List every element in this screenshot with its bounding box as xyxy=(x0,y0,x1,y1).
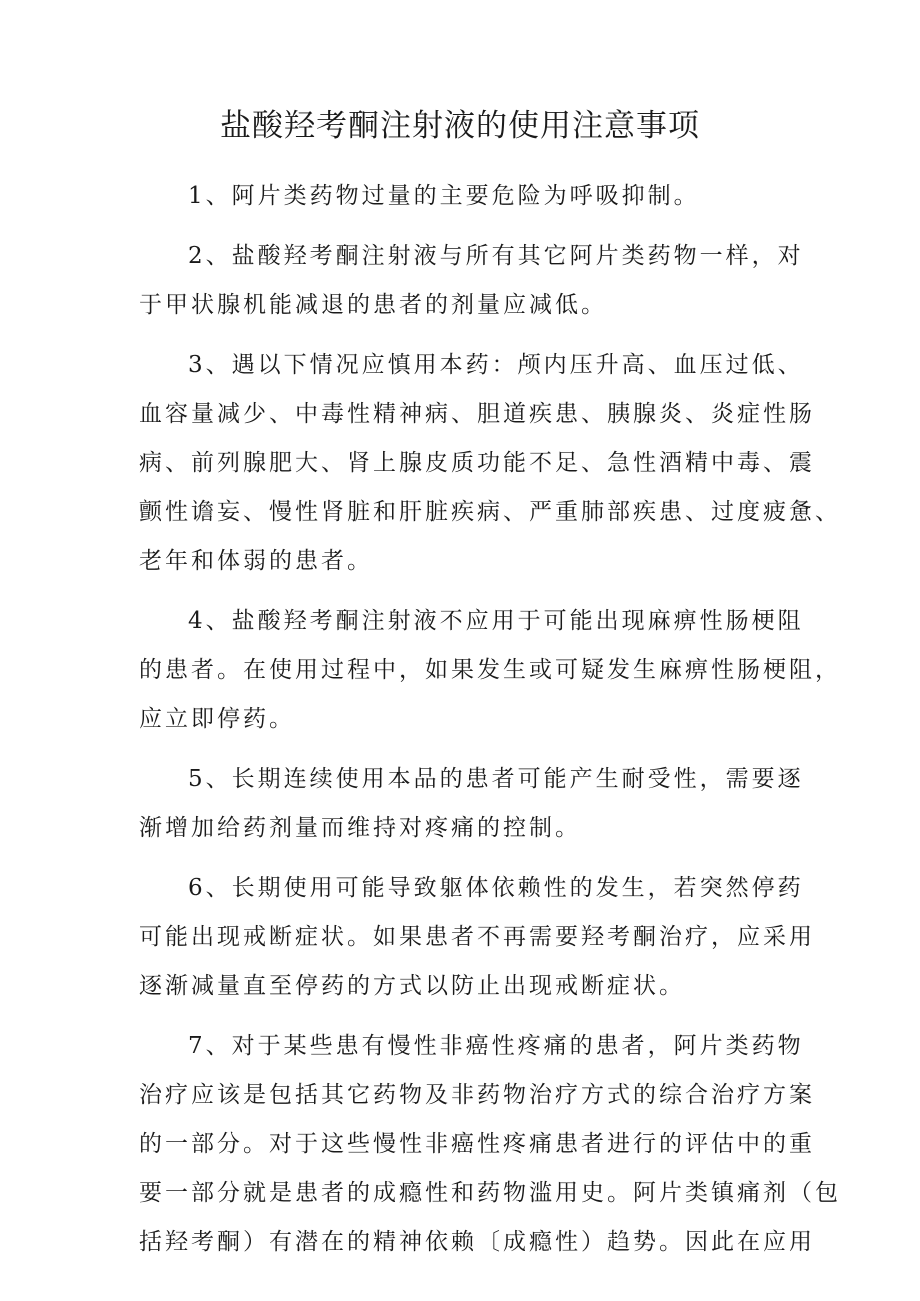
paragraph-line: 7、对于某些患有慢性非癌性疼痛的患者，阿片类药物 xyxy=(188,1033,804,1059)
paragraph-line: 5、长期连续使用本品的患者可能产生耐受性，需要逐 xyxy=(188,766,804,792)
paragraph-line: 治疗应该是包括其它药物及非药物治疗方式的综合治疗方案 xyxy=(139,1082,815,1108)
paragraph-line: 逐渐减量直至停药的方式以防止出现戒断症状。 xyxy=(139,973,685,999)
paragraph-line: 2、盐酸羟考酮注射液与所有其它阿片类药物一样，对 xyxy=(188,243,804,269)
paragraph-line: 括羟考酮）有潜在的精神依赖〔成瘾性）趋势。因此在应用 xyxy=(139,1229,815,1255)
paragraph-line: 应立即停药。 xyxy=(139,706,295,732)
paragraph-2 xyxy=(139,232,804,330)
paragraph-line: 渐增加给药剂量而维持对疼痛的控制。 xyxy=(139,815,581,841)
paragraph-line: 可能出现戒断症状。如果患者不再需要羟考酮治疗，应采用 xyxy=(139,924,815,950)
paragraph-3 xyxy=(139,341,841,586)
paragraph-line: 于甲状腺机能减退的患者的剂量应减低。 xyxy=(139,292,607,318)
paragraph-7 xyxy=(139,1022,841,1267)
document-body xyxy=(139,172,841,1267)
paragraph-line: 颤性谵妄、慢性肾脏和肝脏疾病、严重肺部疾患、过度疲惫、 xyxy=(139,499,841,525)
paragraph-6 xyxy=(139,864,815,1011)
paragraph-5 xyxy=(139,755,804,853)
paragraph-line: 要一部分就是患者的成瘾性和药物滥用史。阿片类镇痛剂（包 xyxy=(139,1180,841,1206)
paragraph-line: 病、前列腺肥大、肾上腺皮质功能不足、急性酒精中毒、震 xyxy=(139,450,815,476)
paragraph-line: 1、阿片类药物过量的主要危险为呼吸抑制。 xyxy=(188,183,700,209)
paragraph-line: 血容量减少、中毒性精神病、胆道疾患、胰腺炎、炎症性肠 xyxy=(139,401,815,427)
paragraph-line: 老年和体弱的患者。 xyxy=(139,548,373,574)
document-title: 盐酸羟考酮注射液的使用注意事项 xyxy=(220,108,700,144)
paragraph-line: 4、盐酸羟考酮注射液不应用于可能出现麻痹性肠梗阻 xyxy=(188,608,804,634)
paragraph-line: 的患者。在使用过程中，如果发生或可疑发生麻痹性肠梗阻， xyxy=(139,657,841,683)
paragraph-line: 的一部分。对于这些慢性非癌性疼痛患者进行的评估中的重 xyxy=(139,1131,815,1157)
paragraph-4 xyxy=(139,597,841,744)
paragraph-1 xyxy=(139,172,799,221)
paragraph-line: 6、长期使用可能导致躯体依赖性的发生，若突然停药 xyxy=(188,875,804,901)
paragraph-line: 3、遇以下情况应慎用本药：颅内压升高、血压过低、 xyxy=(188,352,804,378)
